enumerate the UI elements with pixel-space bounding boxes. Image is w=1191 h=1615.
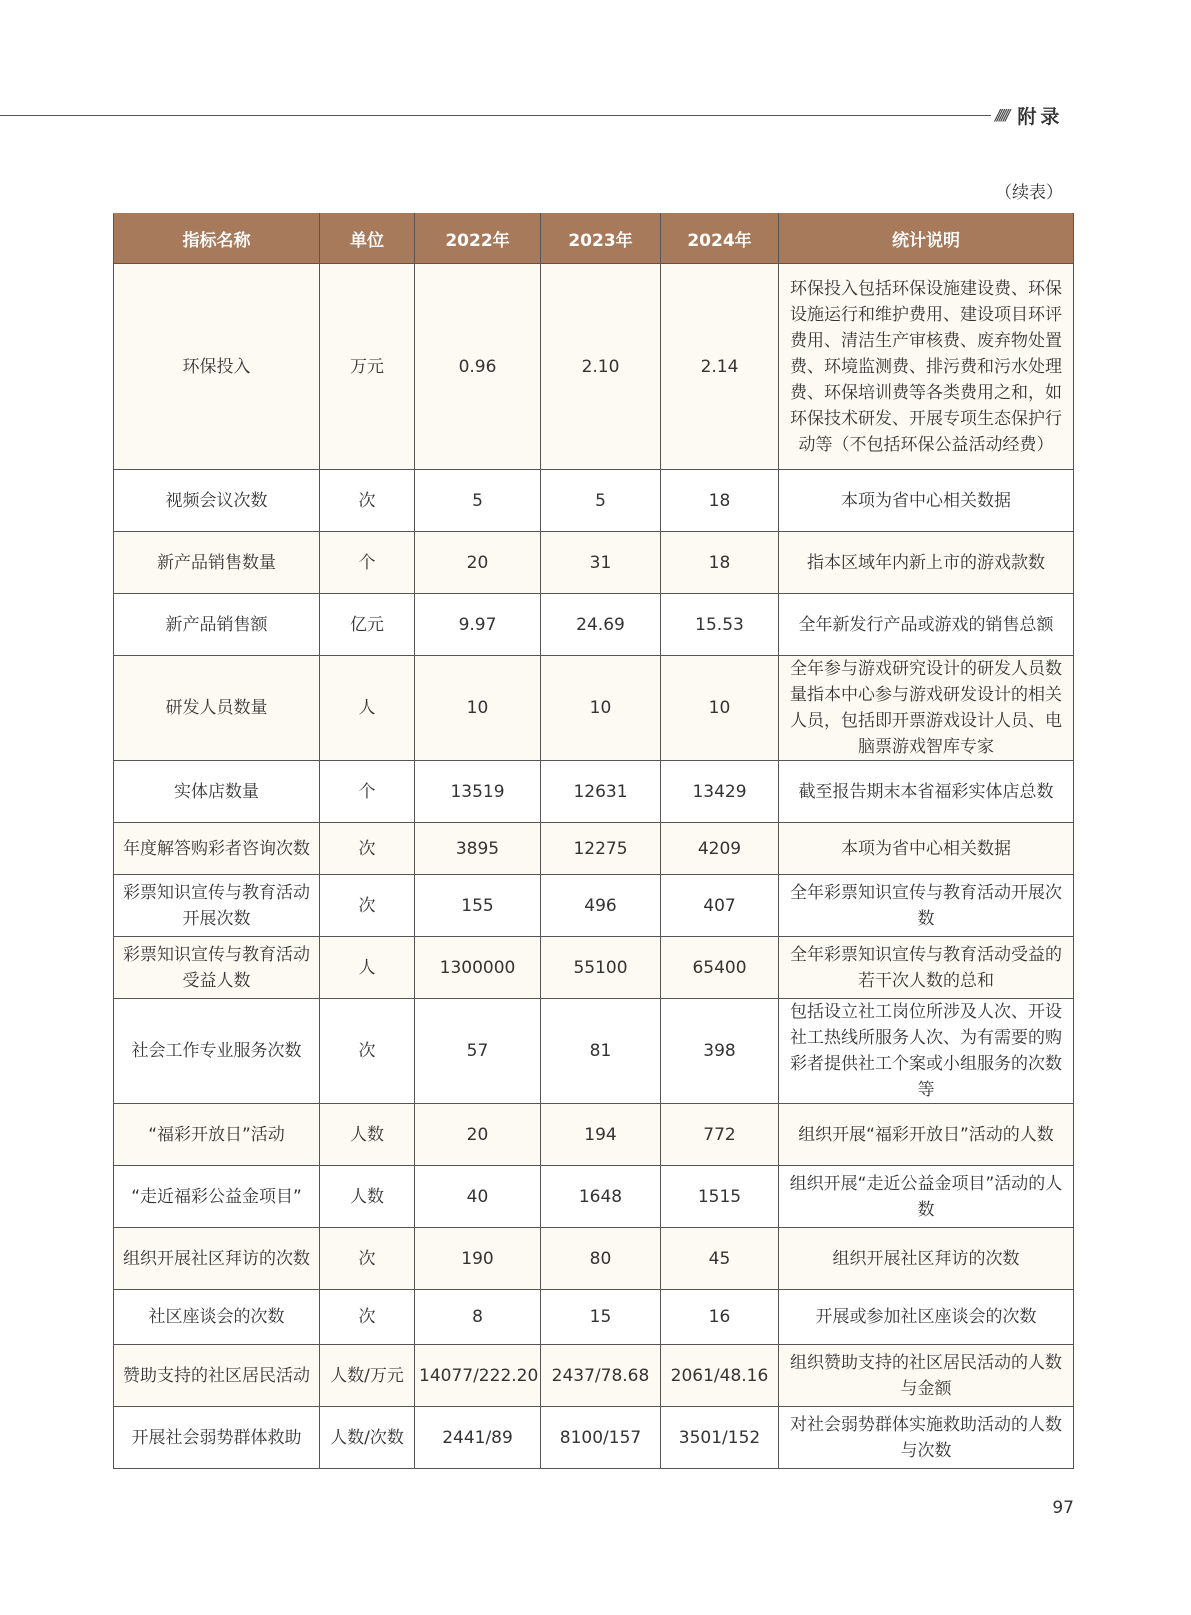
table-row <box>114 875 1074 937</box>
header-rule <box>0 115 991 116</box>
table-row <box>114 1290 1074 1345</box>
cell-description: 全年参与游戏研究设计的研发人员数量指本中心参与游戏研发设计的相关人员，包括即开票游戏设计人员、电脑票游戏智库专家 <box>779 656 1074 761</box>
cell-description: 全年新发行产品或游戏的销售总额 <box>779 594 1074 656</box>
cell-value-2024: 15.53 <box>661 594 779 656</box>
cell-value-2024: 13429 <box>661 761 779 823</box>
cell-unit: 亿元 <box>320 594 415 656</box>
section-title: 附录 <box>1017 105 1064 128</box>
cell-value-2022: 20 <box>415 1104 541 1166</box>
table-header-row <box>114 214 1074 264</box>
cell-indicator-name: 视频会议次数 <box>114 470 320 532</box>
cell-value-2022: 5 <box>415 470 541 532</box>
cell-value-2022: 190 <box>415 1228 541 1290</box>
table-row <box>114 999 1074 1104</box>
section-slashes: ////// <box>995 106 1008 124</box>
cell-value-2023: 8100/157 <box>541 1407 661 1469</box>
cell-unit: 人数 <box>320 1166 415 1228</box>
cell-value-2022: 57 <box>415 999 541 1104</box>
cell-value-2022: 14077/222.20 <box>415 1345 541 1407</box>
column-header-2024: 2024年 <box>661 214 779 264</box>
column-header-description: 统计说明 <box>779 214 1074 264</box>
cell-indicator-name: 研发人员数量 <box>114 656 320 761</box>
cell-value-2022: 3895 <box>415 823 541 875</box>
column-header-name: 指标名称 <box>114 214 320 264</box>
cell-value-2024: 45 <box>661 1228 779 1290</box>
cell-value-2023: 2.10 <box>541 264 661 470</box>
cell-value-2024: 2061/48.16 <box>661 1345 779 1407</box>
cell-description: 全年彩票知识宣传与教育活动受益的若干次人数的总和 <box>779 937 1074 999</box>
cell-value-2024: 772 <box>661 1104 779 1166</box>
cell-value-2023: 81 <box>541 999 661 1104</box>
cell-indicator-name: 年度解答购彩者咨询次数 <box>114 823 320 875</box>
table-row <box>114 937 1074 999</box>
cell-description: 开展或参加社区座谈会的次数 <box>779 1290 1074 1345</box>
column-header-unit: 单位 <box>320 214 415 264</box>
cell-value-2022: 20 <box>415 532 541 594</box>
cell-unit: 人数/次数 <box>320 1407 415 1469</box>
cell-indicator-name: 新产品销售数量 <box>114 532 320 594</box>
cell-value-2022: 1300000 <box>415 937 541 999</box>
cell-value-2022: 8 <box>415 1290 541 1345</box>
table-row <box>114 1104 1074 1166</box>
cell-description: 全年彩票知识宣传与教育活动开展次数 <box>779 875 1074 937</box>
cell-value-2023: 12275 <box>541 823 661 875</box>
cell-description: 指本区域年内新上市的游戏款数 <box>779 532 1074 594</box>
cell-value-2023: 31 <box>541 532 661 594</box>
cell-unit: 万元 <box>320 264 415 470</box>
cell-value-2022: 9.97 <box>415 594 541 656</box>
column-header-2022: 2022年 <box>415 214 541 264</box>
cell-value-2024: 1515 <box>661 1166 779 1228</box>
cell-unit: 个 <box>320 761 415 823</box>
cell-description: 组织开展“福彩开放日”活动的人数 <box>779 1104 1074 1166</box>
cell-value-2024: 65400 <box>661 937 779 999</box>
table-row <box>114 264 1074 470</box>
indicator-table <box>113 213 1074 1469</box>
cell-value-2022: 13519 <box>415 761 541 823</box>
cell-value-2024: 407 <box>661 875 779 937</box>
cell-description: 包括设立社工岗位所涉及人次、开设社工热线所服务人次、为有需要的购彩者提供社工个案或小组服务的次数等 <box>779 999 1074 1104</box>
cell-value-2023: 24.69 <box>541 594 661 656</box>
cell-description: 对社会弱势群体实施救助活动的人数与次数 <box>779 1407 1074 1469</box>
cell-indicator-name: 社会工作专业服务次数 <box>114 999 320 1104</box>
cell-value-2022: 10 <box>415 656 541 761</box>
table-row <box>114 1166 1074 1228</box>
cell-unit: 次 <box>320 470 415 532</box>
cell-unit: 次 <box>320 999 415 1104</box>
cell-description: 本项为省中心相关数据 <box>779 470 1074 532</box>
cell-unit: 次 <box>320 823 415 875</box>
cell-unit: 次 <box>320 1290 415 1345</box>
table-row <box>114 532 1074 594</box>
cell-description: 组织开展“走近公益金项目”活动的人数 <box>779 1166 1074 1228</box>
table-row <box>114 823 1074 875</box>
table-row <box>114 1228 1074 1290</box>
cell-value-2023: 5 <box>541 470 661 532</box>
cell-value-2023: 2437/78.68 <box>541 1345 661 1407</box>
cell-unit: 个 <box>320 532 415 594</box>
cell-unit: 人数/万元 <box>320 1345 415 1407</box>
cell-value-2022: 0.96 <box>415 264 541 470</box>
cell-indicator-name: 新产品销售额 <box>114 594 320 656</box>
cell-value-2024: 2.14 <box>661 264 779 470</box>
cell-description: 本项为省中心相关数据 <box>779 823 1074 875</box>
cell-indicator-name: 开展社会弱势群体救助 <box>114 1407 320 1469</box>
cell-unit: 人数 <box>320 1104 415 1166</box>
cell-indicator-name: 实体店数量 <box>114 761 320 823</box>
column-header-2023: 2023年 <box>541 214 661 264</box>
cell-indicator-name: 彩票知识宣传与教育活动开展次数 <box>114 875 320 937</box>
cell-value-2023: 55100 <box>541 937 661 999</box>
continued-label: （续表） <box>995 183 1063 203</box>
cell-value-2023: 10 <box>541 656 661 761</box>
cell-indicator-name: 组织开展社区拜访的次数 <box>114 1228 320 1290</box>
cell-value-2023: 15 <box>541 1290 661 1345</box>
table-row <box>114 470 1074 532</box>
table-row <box>114 1407 1074 1469</box>
cell-value-2024: 3501/152 <box>661 1407 779 1469</box>
cell-indicator-name: 赞助支持的社区居民活动 <box>114 1345 320 1407</box>
cell-value-2022: 155 <box>415 875 541 937</box>
table-body <box>114 264 1074 1469</box>
cell-unit: 次 <box>320 1228 415 1290</box>
cell-description: 截至报告期末本省福彩实体店总数 <box>779 761 1074 823</box>
cell-value-2023: 496 <box>541 875 661 937</box>
table-row <box>114 761 1074 823</box>
cell-value-2024: 18 <box>661 532 779 594</box>
cell-description: 组织开展社区拜访的次数 <box>779 1228 1074 1290</box>
cell-indicator-name: 环保投入 <box>114 264 320 470</box>
cell-value-2024: 398 <box>661 999 779 1104</box>
cell-value-2024: 10 <box>661 656 779 761</box>
cell-unit: 人 <box>320 937 415 999</box>
cell-unit: 次 <box>320 875 415 937</box>
cell-indicator-name: 彩票知识宣传与教育活动受益人数 <box>114 937 320 999</box>
cell-value-2022: 40 <box>415 1166 541 1228</box>
section-marker <box>995 100 1063 130</box>
table-row <box>114 656 1074 761</box>
cell-value-2024: 4209 <box>661 823 779 875</box>
cell-value-2024: 16 <box>661 1290 779 1345</box>
cell-indicator-name: “走近福彩公益金项目” <box>114 1166 320 1228</box>
cell-value-2022: 2441/89 <box>415 1407 541 1469</box>
cell-indicator-name: 社区座谈会的次数 <box>114 1290 320 1345</box>
page-number: 97 <box>1052 1498 1074 1518</box>
cell-value-2023: 12631 <box>541 761 661 823</box>
cell-value-2023: 80 <box>541 1228 661 1290</box>
cell-indicator-name: “福彩开放日”活动 <box>114 1104 320 1166</box>
table-row <box>114 1345 1074 1407</box>
table-row <box>114 594 1074 656</box>
cell-description: 环保投入包括环保设施建设费、环保设施运行和维护费用、建设项目环评费用、清洁生产审核费、废弃物处置费、环境监测费、排污费和污水处理费、环保培训费等各类费用之和，如环保技术研发、开展专项生态保护行动等（不包括环保公益活动经费） <box>779 264 1074 470</box>
cell-unit: 人 <box>320 656 415 761</box>
cell-value-2023: 1648 <box>541 1166 661 1228</box>
cell-value-2023: 194 <box>541 1104 661 1166</box>
cell-value-2024: 18 <box>661 470 779 532</box>
cell-description: 组织赞助支持的社区居民活动的人数与金额 <box>779 1345 1074 1407</box>
